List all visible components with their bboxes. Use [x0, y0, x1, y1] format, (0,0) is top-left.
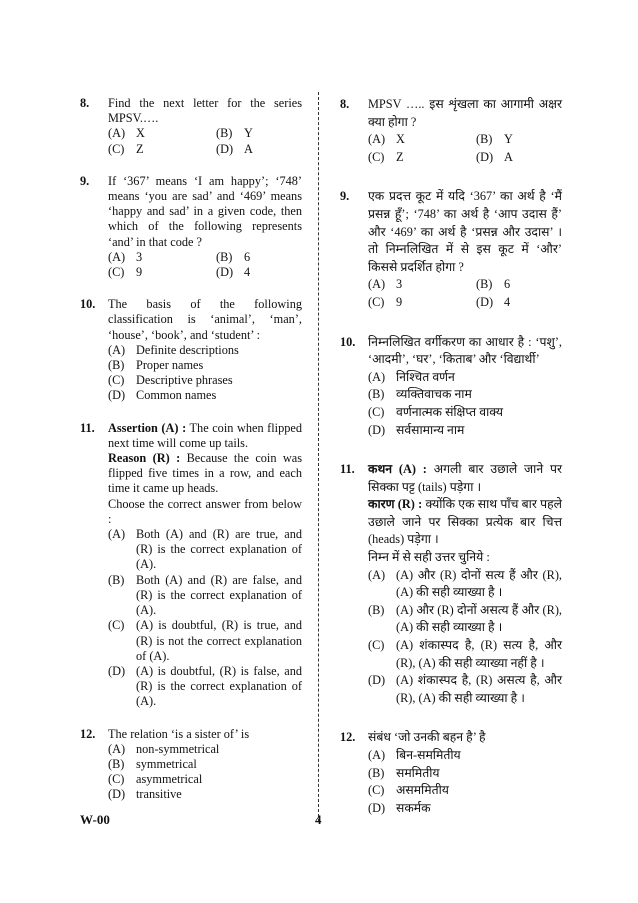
question-number: 8. — [340, 97, 350, 111]
option-d[interactable] — [216, 142, 316, 157]
option-label: (B) — [368, 602, 385, 617]
option-text: Definite descriptions — [136, 342, 239, 357]
option-label: (A) — [368, 369, 386, 384]
option-text: बिन-सममितीय — [396, 748, 461, 762]
option-a[interactable] — [108, 126, 216, 141]
question-number: 12. — [80, 726, 96, 741]
options — [368, 369, 562, 439]
option-c[interactable] — [108, 265, 216, 280]
option-b[interactable] — [476, 276, 576, 294]
question-9-hi — [340, 188, 562, 311]
hindi-column — [340, 96, 562, 839]
option-label: (B) — [476, 277, 493, 292]
option-d[interactable] — [108, 787, 302, 802]
reason-label: कारण (R) : — [368, 497, 423, 512]
option-label: (A) — [368, 748, 386, 762]
option-c[interactable] — [368, 782, 562, 800]
option-text: 6 — [504, 277, 511, 292]
option-text: symmetrical — [136, 756, 197, 771]
option-label: (B) — [108, 572, 125, 587]
reason — [368, 496, 562, 549]
option-text: Z — [396, 149, 404, 164]
option-text: सममितीय — [396, 765, 440, 780]
assertion-label: Assertion (A) : — [108, 420, 187, 435]
option-text: 4 — [504, 294, 511, 309]
question-text: संबंध ‘जो उनकी बहन है’ है — [368, 730, 486, 745]
option-text: (A) और (R) दोनों असत्य हैं और (R), (A) की सही व्याख्या है । — [396, 602, 562, 635]
question-11-hi — [340, 461, 562, 707]
option-a[interactable] — [368, 276, 476, 294]
option-text: Proper names — [136, 358, 204, 373]
question-text: Find the next letter for the series MPSV.…. — [108, 96, 302, 126]
option-a[interactable] — [108, 343, 302, 358]
option-text: A — [504, 149, 513, 164]
option-label: (D) — [476, 294, 494, 309]
option-b[interactable] — [108, 573, 302, 619]
option-label: (A) — [108, 527, 126, 542]
assertion — [108, 421, 302, 451]
reason-text: Because the coin was flipped five times in a row, and each time it came up heads. — [108, 451, 303, 496]
option-label: (C) — [108, 772, 125, 787]
options — [108, 742, 302, 803]
option-text: Z — [136, 141, 144, 156]
reason-label: Reason (R) : — [108, 451, 181, 466]
option-text: असममितीय — [396, 783, 449, 798]
option-text: सकर्मक — [396, 800, 431, 815]
option-text: (A) शंकास्पद है, (R) सत्य है, और (R), (A) की सही व्याख्या नहीं है । — [396, 638, 562, 670]
question-number: 11. — [80, 420, 95, 435]
instruction: निम्न में से सही उत्तर चुनिये : — [368, 550, 490, 565]
page-number: 4 — [315, 812, 322, 827]
option-label: (D) — [108, 787, 126, 802]
assertion-text: अगली बार उछाले जाने पर सिक्का पट्ट (tails) पड़ेगा । — [368, 462, 562, 494]
assertion-text: The coin when flipped next time will come up tails. — [108, 420, 302, 450]
assertion — [368, 461, 562, 496]
question-11-en — [80, 421, 302, 710]
question-text: MPSV ….. इस शृंखला का आगामी अक्षर क्या होगा ? — [368, 97, 562, 129]
option-d[interactable] — [368, 800, 562, 818]
option-label: (C) — [108, 265, 125, 280]
option-a[interactable] — [108, 742, 302, 757]
option-d[interactable] — [368, 422, 562, 440]
option-text: asymmetrical — [136, 772, 203, 787]
column-divider — [318, 92, 319, 822]
instruction: Choose the correct answer from below : — [108, 496, 302, 526]
option-label: (A) — [108, 741, 126, 756]
options — [108, 126, 302, 156]
option-text: Both (A) and (R) are false, and (R) is the correct explanation of (A). — [136, 572, 302, 618]
question-text: निम्नलिखित वर्गीकरण का आधार है : ‘पशु’, ‘आदमी’, ‘घर’, ‘किताब’ और ‘विद्यार्थी’ — [368, 334, 562, 367]
option-label: (C) — [368, 294, 385, 309]
option-c[interactable] — [368, 294, 476, 312]
option-text: A — [244, 141, 253, 156]
option-b[interactable] — [368, 765, 562, 783]
option-text: 9 — [396, 294, 403, 309]
option-label: (D) — [476, 149, 494, 164]
option-text: 4 — [244, 265, 251, 280]
option-c[interactable] — [108, 618, 302, 664]
question-number: 8. — [80, 96, 90, 110]
option-text: (A) is doubtful, (R) is true, and (R) is not the correct explanation of (A). — [136, 618, 302, 663]
question-12-hi — [340, 729, 562, 817]
question-10-en — [80, 297, 302, 403]
option-label: (A) — [108, 126, 126, 141]
option-d[interactable] — [108, 664, 302, 710]
option-text: Descriptive phrases — [136, 373, 233, 388]
option-label: (D) — [368, 673, 386, 688]
option-label: (C) — [108, 373, 125, 388]
question-number: 9. — [340, 189, 350, 204]
option-label: (B) — [108, 756, 125, 771]
question-8-hi — [340, 96, 562, 166]
option-c[interactable] — [368, 637, 562, 672]
option-label: (D) — [216, 265, 234, 280]
options — [368, 567, 562, 708]
english-column — [80, 96, 302, 820]
question-9-en — [80, 174, 302, 280]
option-text: 9 — [136, 265, 143, 280]
option-label: (B) — [368, 765, 385, 780]
option-b[interactable] — [216, 250, 316, 265]
option-text: Y — [504, 132, 513, 147]
option-text: व्यक्तिवाचक नाम — [396, 387, 472, 402]
options — [368, 747, 562, 817]
question-10-hi — [340, 334, 562, 440]
option-label: (A) — [108, 342, 126, 357]
option-label: (D) — [216, 141, 234, 156]
option-a[interactable] — [368, 131, 476, 149]
option-text: transitive — [136, 787, 182, 802]
option-text: वर्णनात्मक संक्षिप्त वाक्य — [396, 404, 503, 419]
option-b[interactable] — [108, 757, 302, 772]
question-number: 9. — [80, 173, 90, 188]
option-label: (B) — [216, 249, 233, 264]
option-text: 3 — [396, 277, 403, 292]
option-label: (C) — [108, 141, 125, 156]
option-label: (B) — [216, 126, 233, 141]
option-d[interactable] — [476, 149, 576, 167]
option-b[interactable] — [108, 358, 302, 373]
option-d[interactable] — [216, 265, 316, 280]
question-number: 10. — [80, 297, 96, 312]
option-text: X — [396, 132, 405, 147]
option-d[interactable] — [108, 388, 302, 403]
option-label: (C) — [368, 638, 385, 653]
option-label: (A) — [368, 567, 386, 582]
question-text: The relation ‘is a sister of’ is — [108, 726, 250, 741]
option-text: Y — [244, 126, 253, 141]
paper-code: W-00 — [80, 812, 110, 827]
reason-text: क्योंकि एक साथ पाँच बार पहले उछाले जाने पर सिक्का प्रत्येक बार चित्त (heads) पड़ेगा । — [368, 497, 562, 547]
option-a[interactable] — [368, 567, 562, 602]
question-number: 12. — [340, 730, 356, 745]
question-8-en — [80, 96, 302, 157]
options — [108, 527, 302, 709]
option-text: (A) शंकास्पद है, (R) असत्य है, और (R), (A) की सही व्याख्या है । — [396, 673, 562, 705]
option-b[interactable] — [476, 131, 576, 149]
option-d[interactable] — [368, 672, 562, 707]
option-c[interactable] — [368, 149, 476, 167]
option-label: (C) — [368, 404, 385, 419]
option-label: (D) — [108, 388, 126, 403]
option-text: (A) और (R) दोनों सत्य हैं और (R), (A) की सही व्याख्या है । — [396, 567, 562, 600]
option-b[interactable] — [368, 602, 562, 637]
question-12-en — [80, 727, 302, 803]
option-text: 3 — [136, 249, 143, 264]
option-label: (D) — [368, 800, 386, 815]
option-label: (B) — [108, 358, 125, 373]
option-label: (C) — [108, 618, 125, 633]
option-text: X — [136, 126, 145, 141]
option-label: (B) — [476, 132, 493, 147]
option-label: (C) — [368, 149, 385, 164]
option-label: (A) — [368, 277, 386, 292]
option-a[interactable] — [108, 250, 216, 265]
question-text: एक प्रदत्त कूट में यदि ‘367’ का अर्थ है ‘मैं प्रसन्न हूँ’; ‘748’ का अर्थ है ‘आप उदास हैं’ और ‘469’ का अर्थ है ‘प्रसन्न और उदास’ । तो निम्नलिखित में से इस कूट में ‘और’ किससे प्रदर्शित होगा ? — [368, 189, 562, 274]
option-b[interactable] — [216, 126, 316, 141]
question-text: If ‘367’ means ‘I am happy’; ‘748’ means ‘you are sad’ and ‘469’ means ‘happy and sad’ in a given code, then which of the following represents ‘and’ in that code ? — [108, 173, 302, 249]
option-text: non-symmetrical — [136, 741, 220, 756]
option-d[interactable] — [476, 294, 576, 312]
option-text: (A) is doubtful, (R) is false, and (R) is the correct explanation of (A). — [136, 663, 302, 709]
option-a[interactable] — [108, 527, 302, 573]
options — [368, 131, 562, 166]
option-text: Both (A) and (R) are true, and (R) is the correct explanation of (A). — [136, 527, 302, 572]
option-label: (A) — [108, 249, 126, 264]
option-b[interactable] — [368, 386, 562, 404]
option-c[interactable] — [108, 373, 302, 388]
question-number: 11. — [340, 462, 355, 477]
question-text: The basis of the following classification is ‘animal’, ‘man’, ‘house’, ‘book’, and ‘student’ : — [108, 297, 302, 342]
option-label: (D) — [368, 422, 386, 437]
option-label: (D) — [108, 663, 126, 678]
options — [108, 343, 302, 404]
option-text: निश्चित वर्णन — [396, 369, 455, 384]
option-a[interactable] — [368, 747, 562, 765]
option-c[interactable] — [368, 404, 562, 422]
option-text: सर्वसामान्य नाम — [396, 422, 465, 437]
options — [368, 276, 562, 311]
option-label: (C) — [368, 783, 385, 798]
option-c[interactable] — [108, 772, 302, 787]
option-label: (A) — [368, 132, 386, 147]
option-c[interactable] — [108, 142, 216, 157]
option-text: Common names — [136, 388, 217, 403]
options — [108, 250, 302, 280]
option-label: (B) — [368, 387, 385, 402]
option-text: 6 — [244, 249, 251, 264]
option-a[interactable] — [368, 369, 562, 387]
question-number: 10. — [340, 334, 356, 349]
assertion-label: कथन (A) : — [368, 462, 427, 477]
reason — [108, 451, 302, 497]
